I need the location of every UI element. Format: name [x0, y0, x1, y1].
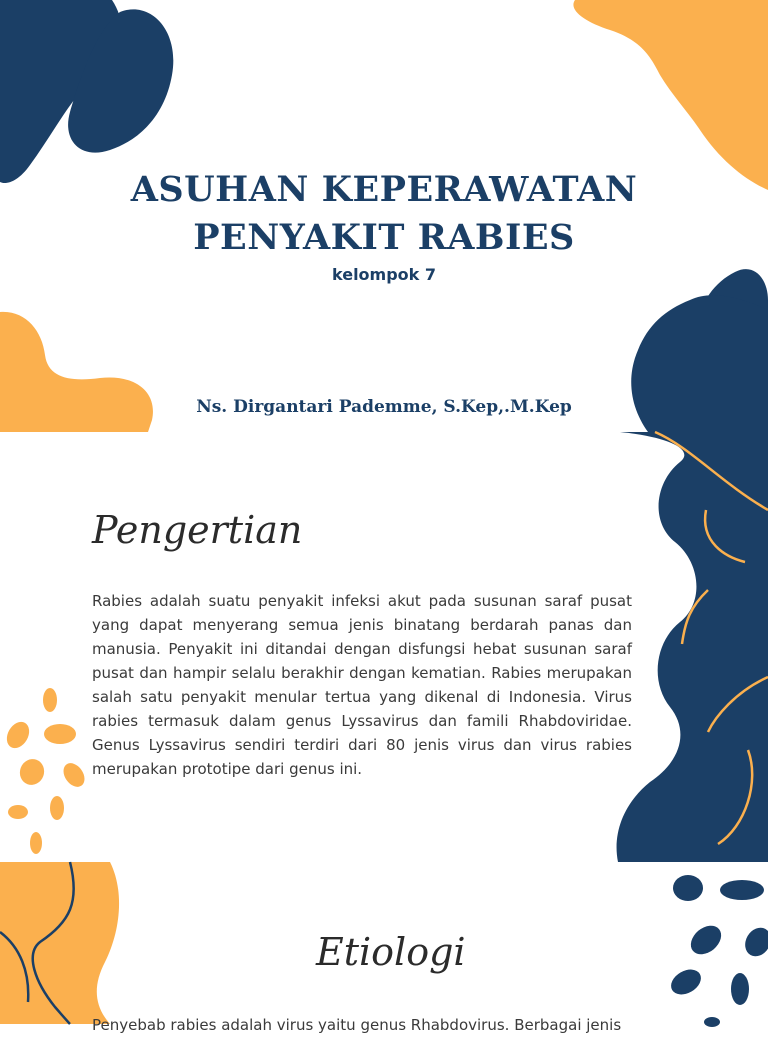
orange-blob-top-right	[573, 0, 768, 190]
etiologi-heading: Etiologi	[316, 930, 466, 974]
title-line-2: PENYAKIT RABIES	[193, 217, 575, 258]
etiologi-page	[0, 862, 768, 1034]
title-line-1: ASUHAN KEPERAWATAN	[130, 169, 638, 210]
cover-page	[0, 0, 768, 432]
orange-blob-left	[0, 862, 119, 1024]
pengertian-heading: Pengertian	[92, 508, 303, 552]
orange-dots	[2, 688, 88, 854]
pengertian-paragraph: Rabies adalah suatu penyakit infeksi akut pada susunan saraf pusat yang dapat menyerang semua jenis binatang berdarah panas dan manusia. Penyakit ini ditandai dengan disfungsi hebat susunan saraf pusat dan hampir selalu berakhir dengan kematian. Rabies merupakan salah satu penyakit menular tertua yang dikenal di Indonesia. Virus rabies termasuk dalam genus Lyssavirus dan famili Rhabdoviridae. Genus Lyssavirus sendiri terdiri dari 80 jenis virus dan virus rabies merupakan prototipe dari genus ini.	[92, 592, 632, 778]
pengertian-page	[0, 432, 768, 862]
etiologi-paragraph: Penyebab rabies adalah virus yaitu genus Rhabdovirus. Berbagai jenis	[92, 1016, 622, 1034]
author-name: Ns. Dirgantari Pademme, S.Kep,.M.Kep	[196, 397, 572, 417]
navy-dots	[667, 875, 768, 1027]
group-label: kelompok 7	[332, 265, 436, 284]
